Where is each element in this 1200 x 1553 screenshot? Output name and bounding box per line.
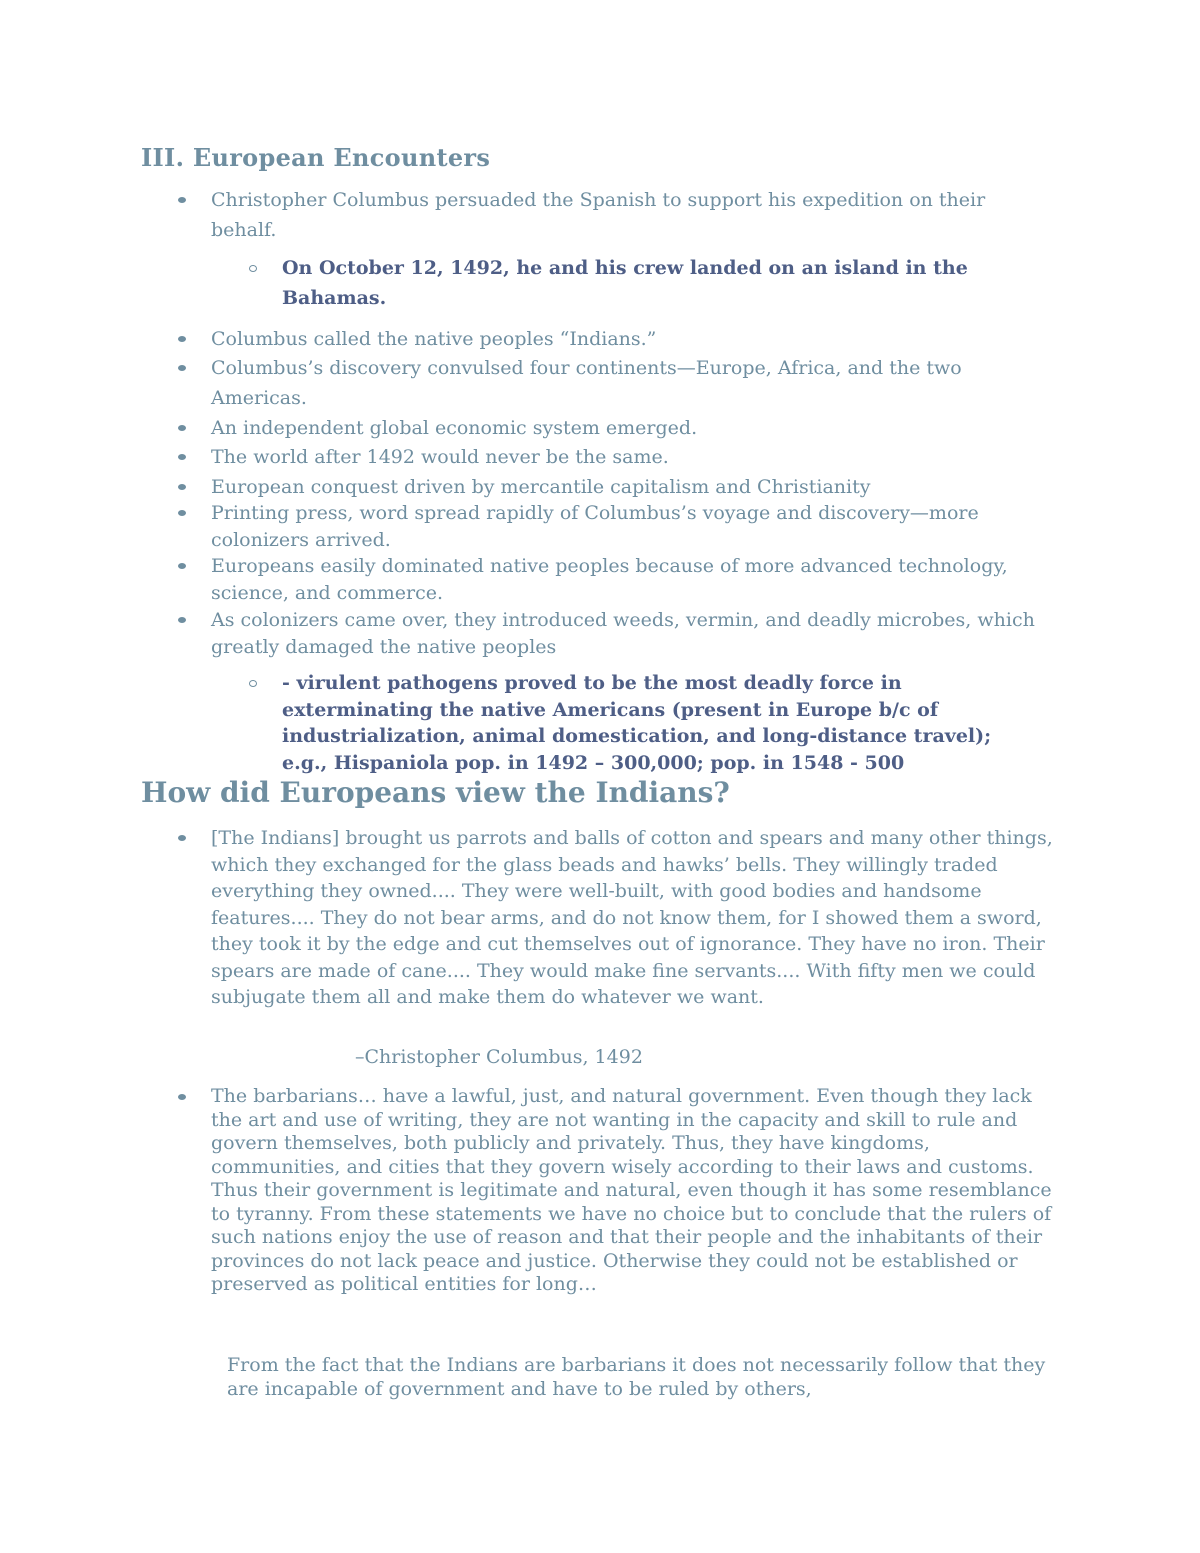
bullet-dot-icon (178, 336, 186, 342)
barbarians-quote: The barbarians… have a lawful, just, and natural government. Even though they lack the art and use of writing, they are not wanting in the capacity and skill to rule and govern themselves, both publicly and privately. Thus, they have kingdoms, communities, and cities that they govern wisely according to their laws and customs. Thus their government is legitimate and natural, even though it has some resemblance to tyranny. From these statements we have no choice but to conclude that the rulers of such nations enjoy the use of reason and that their people and the inhabitants of their provinces do not lack peace and justice. Otherwise they could not be established or preserved as political entities for long… (211, 1085, 1052, 1295)
list-item-text: As colonizers came over, they introduced weeds, vermin, and deadly microbes, which greatly damaged the native peoples (211, 609, 1035, 658)
bullet-dot-icon (178, 454, 186, 460)
bullet-dot-icon (178, 197, 186, 203)
bullet-dot-icon (178, 510, 186, 516)
bullet-dot-icon (178, 484, 186, 490)
bullet-ring-icon (249, 265, 257, 272)
sub-list-item (247, 670, 1037, 776)
list-item (176, 413, 1056, 443)
list-item (176, 442, 1056, 472)
bullet-dot-icon (178, 425, 186, 431)
bullet-dot-icon (178, 1094, 186, 1100)
bullet-ring-icon (249, 680, 257, 687)
bullet-dot-icon (178, 617, 186, 623)
list-item (176, 825, 1056, 1011)
section-heading-european-views: How did Europeans view the Indians? (141, 776, 730, 809)
list-item (176, 607, 1056, 660)
list-item (176, 553, 1056, 606)
bullet-dot-icon (178, 365, 186, 371)
list-item (176, 500, 1056, 553)
list-item (176, 324, 1056, 354)
list-item (176, 1085, 1056, 1297)
sub-list-item-text: On October 12, 1492, he and his crew landed on an island in the Bahamas. (282, 257, 968, 309)
list-item (176, 185, 1056, 245)
list-item-text: European conquest driven by mercantile capitalism and Christianity (211, 476, 871, 498)
section-heading-european-encounters: III. European Encounters (141, 143, 491, 172)
trailing-paragraph: From the fact that the Indians are barbarians it does not necessarily follow that they are incapable of government and have to be ruled by others, (227, 1354, 1046, 1400)
list-item-text: The world after 1492 would never be the same. (211, 446, 669, 468)
bullet-dot-icon (178, 835, 186, 841)
bullet-dot-icon (178, 563, 186, 569)
sub-list-item-text: - virulent pathogens proved to be the most deadly force in exterminating the native Americans (present in Europe b/c of industrialization, animal domestication, and long-distance travel); e.g., Hispaniola pop. in 1492 – 300,000; pop. in 1548 - 500 (282, 672, 992, 774)
sub-list-item (247, 253, 1037, 313)
list-item-text: Columbus called the native peoples “Indians.” (211, 328, 657, 350)
list-item-text: Christopher Columbus persuaded the Spanish to support his expedition on their behalf. (211, 189, 986, 241)
list-item-text: Printing press, word spread rapidly of Columbus’s voyage and discovery—more colonizers arrived. (211, 502, 979, 551)
list-item (176, 353, 1056, 413)
list-item-text: Europeans easily dominated native peoples because of more advanced technology, science, and commerce. (211, 555, 1008, 604)
list-item-text: An independent global economic system emerged. (211, 417, 698, 439)
list-item (176, 472, 1056, 502)
columbus-quote: [The Indians] brought us parrots and balls of cotton and spears and many other things, which they exchanged for the glass beads and hawks’ bells. They willingly traded everything they owned.... They were well-built, with good bodies and handsome features.... They do not bear arms, and do not know them, for I showed them a sword, they took it by the edge and cut themselves out of ignorance. They have no iron. Their spears are made of cane.... They would make fine servants.... With fifty men we could subjugate them all and make them do whatever we want. (211, 827, 1053, 1008)
list-item-text: Columbus’s discovery convulsed four continents—Europe, Africa, and the two Americas. (211, 357, 962, 409)
quote-attribution: –Christopher Columbus, 1492 (355, 1046, 643, 1068)
